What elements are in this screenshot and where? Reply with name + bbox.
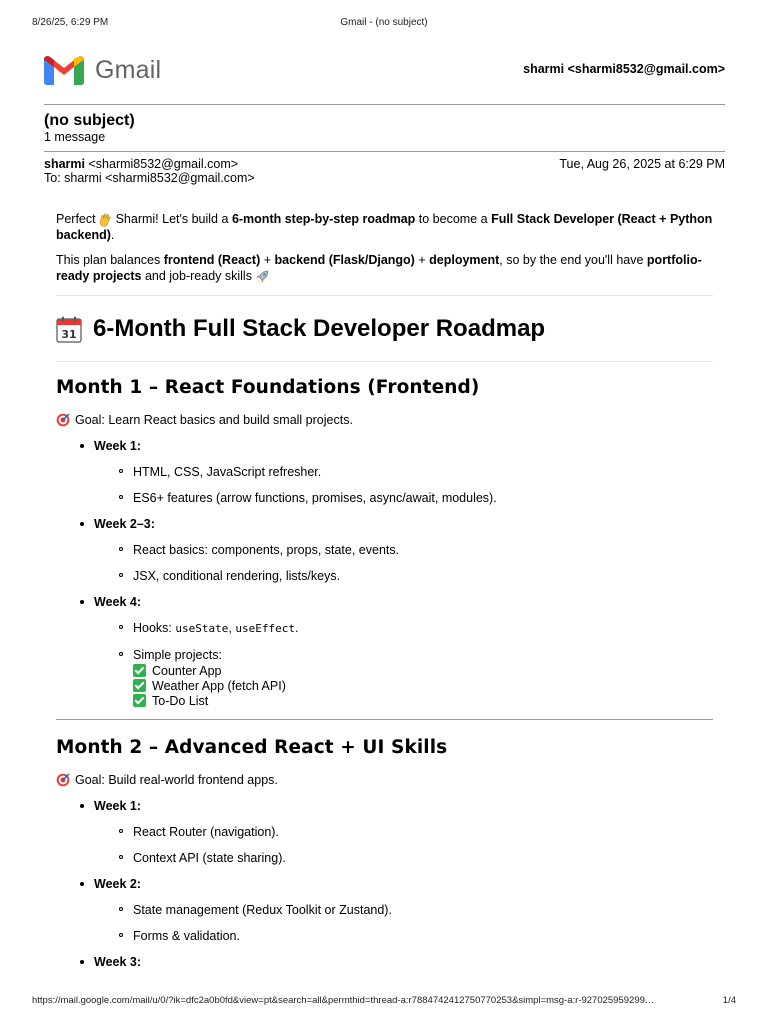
list-item: Week 2: State management (Redux Toolkit or Zustand). Forms & validation. bbox=[56, 876, 713, 944]
target-icon bbox=[56, 773, 70, 787]
recipient: To: sharmi <sharmi8532@gmail.com> bbox=[44, 171, 255, 185]
rocket-icon bbox=[255, 270, 269, 284]
list-item: Forms & validation. bbox=[94, 928, 713, 944]
week-topics bbox=[94, 464, 713, 506]
sender-name: sharmi bbox=[44, 157, 85, 171]
message-date: Tue, Aug 26, 2025 at 6:29 PM bbox=[559, 157, 725, 171]
svg-text:31: 31 bbox=[61, 327, 77, 341]
print-header bbox=[32, 17, 736, 31]
divider bbox=[44, 151, 725, 152]
list-item: Week 1: HTML, CSS, JavaScript refresher. ES6+ features (arrow functions, promises, async/await, modules). bbox=[56, 438, 713, 506]
project-item: Counter App bbox=[133, 663, 713, 678]
code-snippet: useState bbox=[175, 622, 229, 635]
check-mark-icon bbox=[133, 679, 146, 692]
list-item: Context API (state sharing). bbox=[94, 850, 713, 866]
roadmap-title: 31 6-Month Full Stack Developer Roadmap bbox=[56, 313, 713, 345]
month-goal: Goal: Build real-world frontend apps. bbox=[56, 772, 713, 788]
intro-paragraph-2: This plan balances frontend (React) + backend (Flask/Django) + deployment, so by the end you'll have portfolio-ready projects and job-ready skills bbox=[56, 253, 702, 283]
message-body bbox=[56, 211, 713, 970]
section-divider bbox=[56, 295, 713, 296]
list-item: Week 1: React Router (navigation). Context API (state sharing). bbox=[56, 798, 713, 866]
check-mark-icon bbox=[133, 664, 146, 677]
list-item: JSX, conditional rendering, lists/keys. bbox=[94, 568, 713, 584]
intro-paragraph-1: Perfect Sharmi! Let's build a 6-month step-by-step roadmap to become a Full Stack Developer (React + Python backend). bbox=[56, 212, 713, 242]
target-icon bbox=[56, 413, 70, 427]
sender bbox=[44, 157, 238, 171]
divider bbox=[44, 104, 725, 105]
week-list bbox=[56, 438, 713, 708]
week-topics bbox=[94, 620, 713, 708]
list-item: State management (Redux Toolkit or Zustand). bbox=[94, 902, 713, 918]
thread-subject: (no subject) bbox=[44, 112, 135, 129]
gmail-wordmark: Gmail bbox=[95, 55, 162, 84]
project-item: Weather App (fetch API) bbox=[133, 678, 713, 693]
check-mark-icon bbox=[133, 694, 146, 707]
list-item: Simple projects: Counter App Weather App (fetch API) To-Do List bbox=[94, 647, 713, 708]
print-url: https://mail.google.com/mail/u/0/?ik=dfc2a0b0fd&view=pt&search=all&permthid=thread-a:r7884742412750770253&simpl=msg-a:r-927025959299… bbox=[32, 995, 655, 1006]
list-item: Week 2–3: React basics: components, props, state, events. JSX, conditional rendering, lists/keys. bbox=[56, 516, 713, 584]
code-snippet: useEffect bbox=[235, 622, 295, 635]
list-item: Week 3: bbox=[56, 954, 713, 970]
month-goal: Goal: Learn React basics and build small projects. bbox=[56, 412, 713, 428]
list-item: React basics: components, props, state, events. bbox=[94, 542, 713, 558]
ok-hand-icon bbox=[99, 213, 112, 227]
section-divider bbox=[56, 719, 713, 720]
print-datetime: 8/26/25, 6:29 PM bbox=[32, 17, 109, 28]
print-footer bbox=[32, 995, 736, 1009]
week-topics bbox=[94, 824, 713, 866]
sender-email: <sharmi8532@gmail.com> bbox=[88, 157, 239, 171]
page-number: 1/4 bbox=[722, 995, 736, 1006]
list-item: HTML, CSS, JavaScript refresher. bbox=[94, 464, 713, 480]
gmail-m-icon bbox=[44, 55, 84, 85]
gmail-logo bbox=[44, 53, 161, 87]
message-count: 1 message bbox=[44, 130, 106, 144]
calendar-icon bbox=[56, 316, 82, 343]
week-topics bbox=[94, 542, 713, 584]
month-heading: Month 1 – React Foundations (Frontend) bbox=[56, 377, 480, 398]
list-item: React Router (navigation). bbox=[94, 824, 713, 840]
print-title: Gmail - (no subject) bbox=[340, 17, 428, 28]
account-label: sharmi <sharmi8532@gmail.com> bbox=[523, 62, 725, 76]
list-item: Week 4: Hooks: useState, useEffect. Simple projects: Counter App Weather App (fetch API) To-Do List bbox=[56, 594, 713, 708]
week-topics bbox=[94, 902, 713, 944]
week-list bbox=[56, 798, 713, 970]
month-heading: Month 2 – Advanced React + UI Skills bbox=[56, 737, 448, 758]
project-item: To-Do List bbox=[133, 693, 713, 708]
list-item: ES6+ features (arrow functions, promises, async/await, modules). bbox=[94, 490, 713, 506]
list-item: Hooks: useState, useEffect. bbox=[94, 620, 713, 637]
section-divider bbox=[56, 361, 713, 362]
